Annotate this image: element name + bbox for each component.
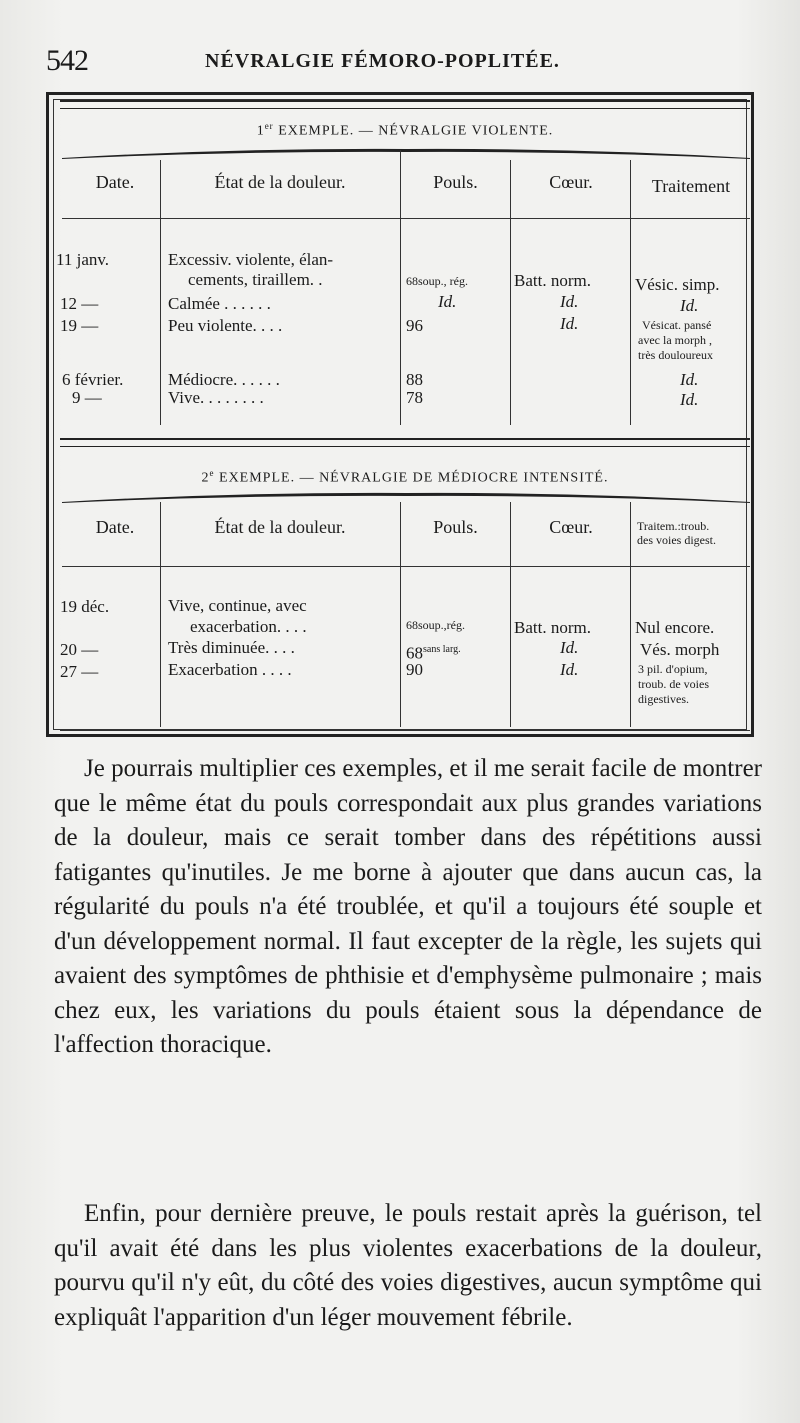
table-cell-etat: exacerbation. . . . [190, 617, 307, 636]
table-cell-traitement: Id. [680, 390, 699, 409]
table-cell-date: 11 janv. [56, 250, 110, 269]
col-header-traitement: Traitement [651, 176, 731, 196]
table-cell-traitement: troub. de voies [638, 677, 709, 691]
table-cell-etat: Médiocre. . . . . . [168, 370, 280, 389]
table-cell-traitement: Vés. morph [640, 640, 720, 659]
col-rule [510, 502, 511, 727]
table-cell-traitement: 3 pil. d'opium, [638, 662, 708, 676]
paragraph-text: Enfin, pour dernière preuve, le pouls restait après la guérison, tel qu'il avait été dans les plus violentes exacerbations de la douleur, pourvu qu'il n'y eût, du côté des voies digestives, aucun symptôme qui expliquât l'apparition d'un léger mouvement fébrile. [54, 1200, 762, 1331]
table-cell-coeur: Id. [560, 638, 579, 657]
table-cell-traitement: digestives. [638, 692, 689, 706]
col-header-etat: État de la douleur. [214, 517, 346, 537]
col-header-coeur: Cœur. [549, 517, 593, 537]
col-header-traitement-line: Traitem.:troub. [637, 519, 710, 533]
table-cell-pouls: Id. [438, 292, 457, 311]
col-rule [160, 502, 161, 727]
col-rule [400, 150, 401, 425]
table-cell-traitement: avec la morph , [638, 333, 712, 347]
table-cell-traitement: très douloureux [638, 348, 713, 362]
swash-ornament [62, 146, 750, 160]
body-paragraph-2 [54, 1197, 762, 1335]
table-cell-etat: cements, tiraillem. . [188, 270, 323, 289]
table-cell-etat: Vive. . . . . . . . [168, 388, 264, 407]
table-cell-pouls: 78 [406, 388, 423, 407]
body-paragraph-1 [54, 752, 762, 1063]
col-rule [630, 160, 631, 425]
example2-title: 2e EXEMPLE. — NÉVRALGIE DE MÉDIOCRE INTENSITÉ. [201, 468, 609, 486]
table-bottom-rule [60, 730, 750, 731]
header-rule-2 [62, 566, 750, 567]
table-cell-date: 19 — [60, 316, 99, 335]
col-rule [400, 502, 401, 727]
table-cell-pouls: 68soup., rég. [406, 274, 468, 288]
table-top-rule [60, 100, 750, 109]
header-rule-1 [62, 218, 750, 219]
example1-title: 1er EXEMPLE. — NÉVRALGIE VIOLENTE. [256, 121, 554, 139]
table-cell-traitement: Vésic. simp. [635, 275, 720, 294]
table-cell-date: 19 déc. [60, 597, 110, 616]
col-header-etat: État de la douleur. [214, 172, 346, 192]
table-cell-traitement: Id. [680, 296, 699, 315]
col-header-coeur: Cœur. [549, 172, 593, 192]
table-cell-pouls: 90 [406, 660, 423, 679]
table-cell-date: 20 — [60, 640, 99, 659]
table-cell-coeur: Id. [560, 292, 579, 311]
table-cell-pouls: 68soup.,rég. [406, 618, 465, 632]
swash-ornament [62, 490, 750, 504]
table-cell-etat: Peu violente. . . . [168, 316, 283, 335]
table-cell-etat: Calmée . . . . . . [168, 294, 271, 313]
table-cell-pouls: 96 [406, 316, 423, 335]
table-cell-coeur: Id. [560, 660, 579, 679]
table-cell-etat: Excessiv. violente, élan- [168, 250, 334, 269]
table-cell-pouls: $68^{sans larg.}$ [406, 643, 461, 663]
col-header-pouls: Pouls. [433, 517, 478, 537]
example-separator [60, 438, 750, 447]
table-cell-pouls: 88 [406, 370, 423, 389]
col-header-pouls: Pouls. [433, 172, 478, 192]
col-header-date: Date. [95, 517, 135, 537]
table-cell-coeur: Batt. norm. [514, 618, 591, 637]
table-cell-date: 12 — [60, 294, 99, 313]
paragraph-text: Je pourrais multiplier ces exemples, et il me serait facile de montrer que le même état du pouls correspondait aux plus grandes variations de la douleur, mais ce serait tomber dans des répétitions aussi fatigantes qu'inutiles. Je me borne à ajouter que dans aucun cas, la régularité du pouls n'a été troublée, et qu'il a toujours été souple et d'un développement normal. Il faut excepter de la règle, les sujets qui avaient des symptômes de phthisie et d'emphysème pulmonaire ; mais chez eux, les variations du pouls étaient sous la dépendance de l'affection thoracique. [54, 755, 762, 1058]
table-cell-etat: Vive, continue, avec [168, 596, 307, 615]
table-cell-traitement: Id. [680, 370, 699, 389]
col-header-date: Date. [95, 172, 135, 192]
col-header-traitement [637, 519, 753, 547]
table-cell-traitement: Nul encore. [635, 618, 715, 637]
table-cell-date: 9 — [72, 388, 102, 407]
table-cell-coeur: Batt. norm. [514, 271, 591, 290]
table-cell-date: 6 février. [62, 370, 124, 389]
table-cell-date: 27 — [60, 662, 99, 681]
col-rule [160, 160, 161, 425]
running-title: NÉVRALGIE FÉMORO-POPLITÉE. [205, 50, 560, 72]
table-cell-etat: Exacerbation . . . . [168, 660, 292, 679]
col-rule [510, 160, 511, 425]
table-cell-coeur: Id. [560, 314, 579, 333]
table-cell-etat: Très diminuée. . . . [168, 638, 295, 657]
page-number: 542 [46, 44, 88, 77]
col-rule [630, 502, 631, 727]
table-cell-traitement: Vésicat. pansé [642, 318, 712, 332]
col-header-traitement-line: des voies digest. [637, 533, 716, 547]
